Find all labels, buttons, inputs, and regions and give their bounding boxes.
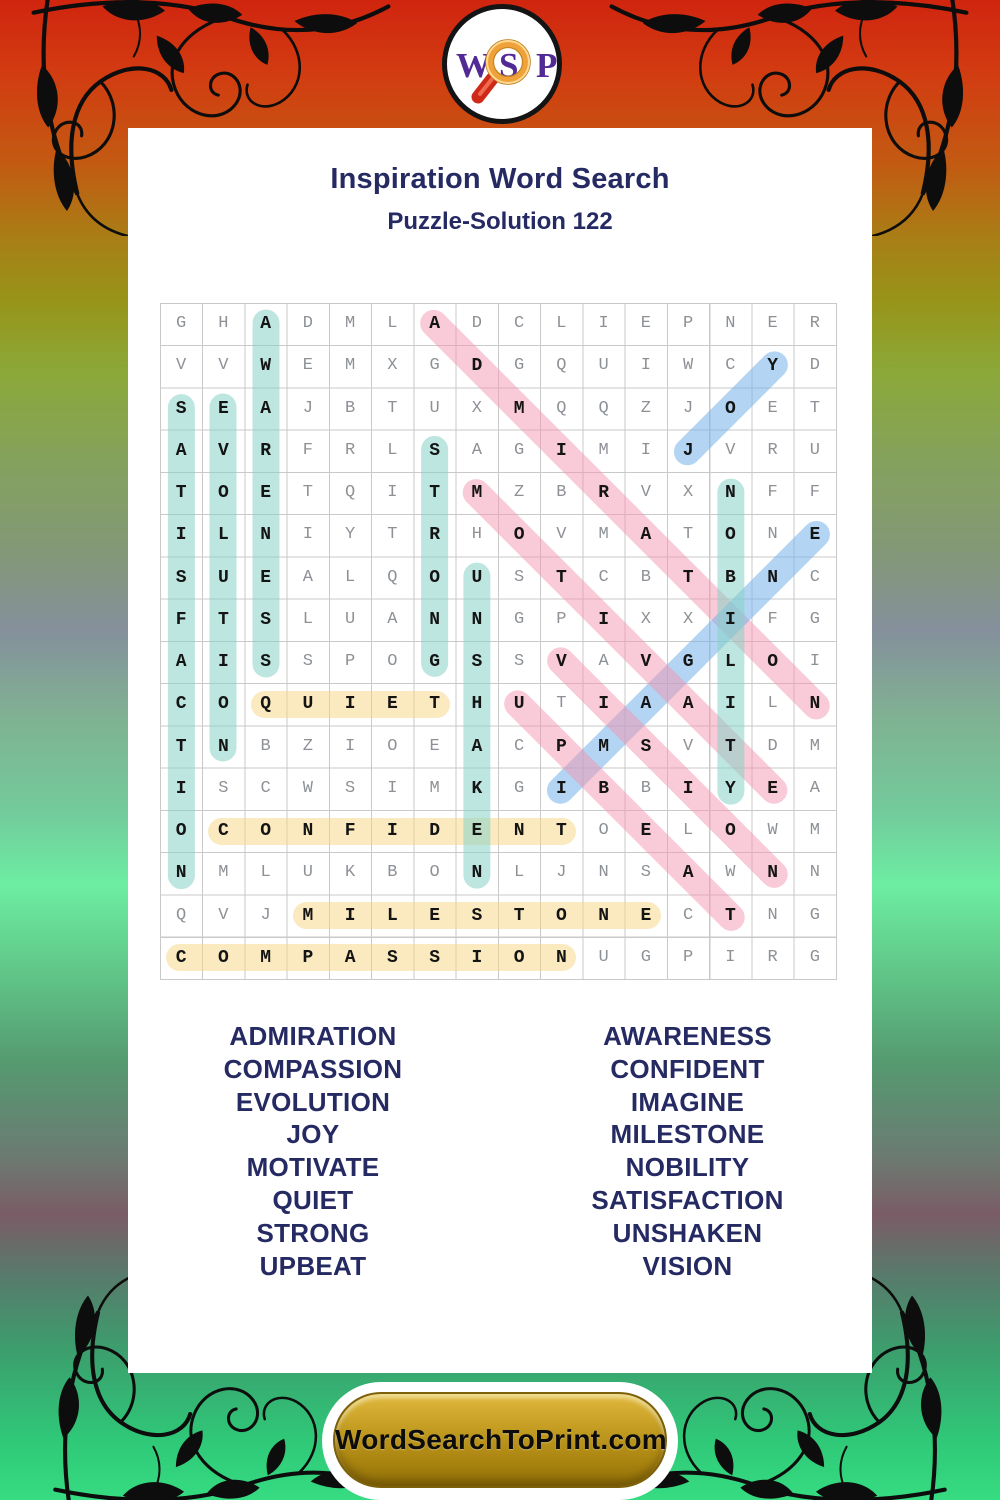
grid-cell: E bbox=[302, 356, 313, 376]
grid-cell: E bbox=[386, 694, 398, 715]
grid-cell: U bbox=[471, 567, 483, 588]
grid-cell: I bbox=[387, 778, 398, 798]
grid-cell: D bbox=[471, 314, 482, 333]
website-button[interactable] bbox=[333, 1392, 667, 1488]
grid-cell: U bbox=[598, 356, 609, 376]
grid-cell: I bbox=[175, 525, 187, 546]
grid-cell: L bbox=[387, 440, 398, 460]
puzzle-title: Inspiration Word Search bbox=[330, 163, 670, 195]
grid-cell: M bbox=[302, 905, 314, 926]
grid-cell: I bbox=[555, 440, 567, 461]
grid-cell: P bbox=[555, 736, 567, 757]
grid-cell: M bbox=[345, 356, 356, 376]
grid-cell: Q bbox=[556, 398, 567, 418]
word-list-item: EVOLUTION bbox=[235, 1086, 391, 1117]
puzzle-subtitle: Puzzle-Solution 122 bbox=[387, 208, 613, 235]
grid-cell: A bbox=[175, 440, 187, 461]
grid-cell: A bbox=[302, 567, 313, 587]
grid-cell: G bbox=[429, 652, 441, 672]
grid-cell: O bbox=[217, 947, 229, 968]
grid-cell: F bbox=[767, 609, 778, 629]
grid-cell: D bbox=[471, 356, 483, 377]
grid-cell: I bbox=[555, 778, 567, 799]
word-list-item: MILESTONE bbox=[610, 1119, 765, 1150]
grid-cell: E bbox=[217, 398, 229, 419]
grid-cell: N bbox=[598, 863, 609, 883]
wsp-logo bbox=[442, 4, 562, 124]
grid-cell: L bbox=[556, 314, 567, 333]
grid-cell: T bbox=[809, 398, 820, 418]
grid-cell: O bbox=[724, 821, 736, 841]
grid-cell: S bbox=[640, 736, 652, 757]
word-list-item: ADMIRATION bbox=[229, 1021, 397, 1051]
grid-cell: I bbox=[344, 694, 356, 715]
grid-cell: W bbox=[302, 778, 313, 798]
grid-cell: C bbox=[514, 314, 525, 333]
word-list-item: IMAGINE bbox=[630, 1086, 745, 1117]
grid-cell: S bbox=[386, 947, 398, 968]
word-list-item: STRONG bbox=[256, 1217, 370, 1248]
grid-cell: G bbox=[809, 905, 820, 925]
grid-cell: B bbox=[598, 778, 610, 799]
grid-cell: F bbox=[809, 483, 820, 502]
logo-letter-p: P bbox=[536, 46, 558, 85]
grid-cell: C bbox=[175, 694, 187, 715]
grid-cell: M bbox=[809, 821, 820, 840]
grid-cell: J bbox=[682, 440, 694, 461]
grid-cell: S bbox=[175, 398, 187, 419]
grid-cell: I bbox=[725, 947, 736, 967]
grid-cell: O bbox=[724, 398, 736, 419]
grid-cell: Q bbox=[556, 356, 567, 376]
grid-cell: B bbox=[724, 567, 736, 588]
grid-cell: L bbox=[514, 863, 525, 883]
word-list-item: VISION bbox=[642, 1250, 733, 1281]
grid-cell: G bbox=[176, 314, 187, 333]
grid-cell: V bbox=[217, 440, 229, 461]
grid-cell: T bbox=[724, 905, 736, 926]
grid-cell: L bbox=[767, 694, 778, 714]
grid-cell: L bbox=[260, 863, 271, 883]
grid-cell: S bbox=[429, 440, 441, 461]
grid-cell: N bbox=[175, 863, 187, 884]
grid-cell: N bbox=[767, 905, 778, 925]
word-list-item: SATISFACTION bbox=[591, 1184, 784, 1215]
grid-cell: K bbox=[471, 778, 483, 799]
grid-cell: M bbox=[429, 778, 440, 798]
grid-cell: D bbox=[809, 356, 820, 376]
grid-cell: R bbox=[809, 314, 820, 333]
grid-cell: A bbox=[471, 440, 482, 460]
grid-cell: K bbox=[345, 863, 356, 883]
grid-cell: I bbox=[302, 525, 313, 545]
grid-cell: T bbox=[175, 483, 187, 503]
grid-cell: P bbox=[302, 947, 314, 968]
grid-cell: J bbox=[556, 863, 567, 883]
grid-cell: D bbox=[429, 821, 441, 841]
grid-cell: P bbox=[556, 609, 567, 629]
grid-cell: I bbox=[640, 440, 651, 460]
grid-cell: H bbox=[218, 314, 229, 333]
grid-cell: E bbox=[767, 314, 778, 333]
grid-cell: M bbox=[598, 736, 610, 757]
grid-cell: W bbox=[260, 356, 272, 377]
grid-cell: S bbox=[640, 863, 651, 883]
grid-cell: H bbox=[471, 525, 482, 545]
logo-letter-s: S bbox=[499, 46, 519, 85]
grid-cell: V bbox=[555, 652, 567, 672]
grid-cell: D bbox=[302, 314, 313, 333]
logo-letter-w: W bbox=[456, 46, 491, 85]
grid-cell: S bbox=[260, 609, 272, 630]
grid-cell: L bbox=[683, 821, 694, 840]
grid-cell: U bbox=[217, 567, 229, 588]
grid-cell: M bbox=[598, 440, 609, 460]
grid-cell: S bbox=[471, 652, 483, 672]
grid-cell: E bbox=[429, 905, 441, 926]
grid-cell: C bbox=[514, 736, 525, 756]
grid-cell: E bbox=[260, 483, 272, 503]
grid-cell: I bbox=[217, 652, 229, 672]
grid-cell: O bbox=[260, 821, 272, 841]
grid-cell: O bbox=[387, 652, 398, 671]
grid-cell: P bbox=[683, 947, 694, 967]
grid-cell: N bbox=[767, 525, 778, 545]
grid-cell: O bbox=[513, 525, 525, 546]
grid-letters-layer bbox=[160, 303, 837, 980]
grid-cell: V bbox=[218, 905, 229, 925]
grid-cell: I bbox=[387, 483, 398, 502]
grid-cell: C bbox=[683, 905, 694, 925]
grid-cell: I bbox=[471, 947, 483, 968]
grid-cell: V bbox=[176, 356, 187, 376]
word-list-item: NOBILITY bbox=[625, 1152, 750, 1183]
grid-cell: T bbox=[302, 483, 313, 502]
grid-cell: U bbox=[598, 947, 609, 967]
grid-cell: G bbox=[514, 609, 525, 629]
grid-cell: I bbox=[682, 778, 694, 799]
grid-cell: N bbox=[302, 821, 314, 841]
grid-cell: Z bbox=[302, 736, 313, 756]
grid-cell: G bbox=[640, 947, 651, 967]
grid-cell: Y bbox=[724, 778, 736, 799]
grid-cell: C bbox=[725, 356, 736, 376]
grid-cell: N bbox=[429, 609, 441, 630]
grid-cell: B bbox=[345, 398, 356, 418]
grid-cell: C bbox=[217, 821, 229, 841]
grid-cell: W bbox=[683, 356, 694, 376]
grid-cell: Q bbox=[176, 905, 187, 925]
grid-cell: Y bbox=[345, 525, 356, 545]
website-button-label: WordSearchToPrint.com bbox=[335, 1424, 667, 1455]
grid-cell: L bbox=[217, 525, 229, 546]
grid-cell: Q bbox=[260, 694, 272, 715]
grid-cell: B bbox=[387, 863, 398, 883]
grid-cell: S bbox=[260, 652, 272, 672]
grid-cell: N bbox=[724, 483, 736, 503]
grid-cell: X bbox=[471, 398, 482, 418]
grid-cell: F bbox=[302, 440, 313, 460]
website-button-outline bbox=[322, 1382, 678, 1500]
grid-cell: F bbox=[344, 821, 356, 841]
grid-cell: D bbox=[767, 736, 778, 756]
grid-cell: Y bbox=[767, 356, 779, 377]
grid-cell: L bbox=[386, 905, 398, 926]
word-list-item: UPBEAT bbox=[259, 1250, 367, 1281]
grid-cell: U bbox=[302, 694, 314, 715]
word-list-right bbox=[540, 1020, 835, 1282]
grid-cell: B bbox=[260, 736, 271, 756]
grid-cell: R bbox=[767, 947, 778, 967]
grid-cell: S bbox=[218, 778, 229, 798]
grid-cell: A bbox=[344, 947, 356, 968]
grid-cell: O bbox=[724, 525, 736, 546]
grid-cell: V bbox=[218, 356, 229, 376]
word-list-item: UNSHAKEN bbox=[612, 1217, 763, 1248]
grid-cell: O bbox=[513, 947, 525, 968]
grid-cell: F bbox=[767, 483, 778, 502]
grid-cell: S bbox=[345, 778, 356, 798]
grid-cell: N bbox=[471, 609, 483, 630]
grid-cell: O bbox=[429, 567, 441, 588]
grid-cell: G bbox=[514, 440, 525, 460]
grid-cell: Z bbox=[640, 398, 651, 418]
grid-cell: C bbox=[809, 567, 820, 587]
grid-cell: G bbox=[682, 652, 694, 672]
grid-cell: X bbox=[683, 483, 694, 502]
magnifying-glass-icon bbox=[447, 9, 567, 129]
grid-cell: O bbox=[767, 652, 779, 672]
word-list-item: QUIET bbox=[272, 1184, 354, 1215]
grid-cell: T bbox=[724, 736, 736, 757]
grid-cell: I bbox=[175, 778, 187, 799]
grid-cell: S bbox=[429, 947, 441, 968]
grid-cell: P bbox=[345, 652, 356, 671]
grid-cell: C bbox=[598, 567, 609, 587]
grid-cell: N bbox=[555, 947, 567, 968]
grid-cell: V bbox=[640, 483, 651, 502]
grid-cell: I bbox=[344, 905, 356, 926]
grid-cell: N bbox=[809, 863, 820, 883]
grid-cell: A bbox=[640, 694, 652, 715]
grid-cell: A bbox=[640, 525, 652, 546]
grid-cell: V bbox=[725, 440, 736, 460]
word-list-left bbox=[168, 1020, 458, 1282]
grid-cell: N bbox=[513, 821, 525, 841]
grid-cell: S bbox=[514, 652, 525, 671]
grid-cell: T bbox=[429, 483, 441, 503]
grid-cell: M bbox=[471, 483, 483, 503]
grid-cell: U bbox=[809, 440, 820, 460]
grid-cell: N bbox=[260, 525, 272, 546]
grid-cell: G bbox=[514, 356, 525, 376]
grid-cell: E bbox=[640, 821, 652, 841]
grid-cell: N bbox=[725, 314, 736, 333]
grid-cell: M bbox=[218, 863, 229, 883]
grid-cell: A bbox=[260, 398, 272, 419]
grid-cell: I bbox=[345, 736, 356, 756]
grid-cell: I bbox=[809, 652, 820, 671]
grid-cell: J bbox=[683, 398, 694, 418]
word-list-item: CONFIDENT bbox=[610, 1053, 765, 1084]
grid-cell: T bbox=[555, 567, 567, 588]
grid-cell: I bbox=[386, 821, 398, 841]
grid-cell: Q bbox=[345, 483, 356, 502]
grid-cell: U bbox=[513, 694, 525, 715]
grid-cell: M bbox=[513, 398, 525, 419]
grid-cell: V bbox=[556, 525, 567, 545]
grid-cell: O bbox=[429, 863, 440, 883]
word-list-item: JOY bbox=[286, 1119, 340, 1150]
grid-cell: E bbox=[429, 736, 440, 756]
grid-cell: R bbox=[429, 525, 441, 546]
grid-cell: O bbox=[175, 821, 187, 841]
grid-cell: N bbox=[809, 694, 821, 715]
grid-cell: G bbox=[809, 609, 820, 629]
word-list-item: COMPASSION bbox=[223, 1053, 403, 1084]
grid-cell: A bbox=[387, 609, 398, 629]
grid-cell: A bbox=[429, 314, 441, 334]
grid-cell: I bbox=[598, 694, 610, 715]
grid-cell: R bbox=[767, 440, 778, 460]
grid-cell: R bbox=[598, 483, 610, 503]
grid-cell: A bbox=[471, 736, 483, 757]
grid-cell: G bbox=[809, 947, 820, 967]
grid-cell: B bbox=[556, 483, 567, 502]
grid-cell: T bbox=[175, 736, 187, 757]
grid-cell: N bbox=[217, 736, 229, 757]
grid-cell: E bbox=[640, 905, 652, 926]
grid-cell: S bbox=[471, 905, 483, 926]
grid-cell: T bbox=[555, 821, 567, 841]
grid-cell: B bbox=[640, 567, 651, 587]
grid-cell: E bbox=[260, 567, 272, 588]
grid-cell: T bbox=[217, 609, 229, 630]
grid-cell: A bbox=[598, 652, 609, 671]
grid-cell: Z bbox=[514, 483, 525, 502]
grid-cell: E bbox=[471, 821, 483, 841]
grid-cell: I bbox=[724, 609, 736, 630]
grid-cell: M bbox=[598, 525, 609, 545]
grid-cell: N bbox=[767, 567, 779, 588]
grid-cell: I bbox=[640, 356, 651, 376]
grid-cell: A bbox=[682, 863, 694, 884]
grid-cell: I bbox=[598, 314, 609, 333]
grid-cell: A bbox=[682, 694, 694, 715]
grid-cell: E bbox=[640, 314, 651, 333]
grid-cell: P bbox=[683, 314, 694, 333]
grid-cell: H bbox=[471, 694, 483, 715]
grid-cell: U bbox=[345, 609, 356, 629]
grid-cell: M bbox=[809, 736, 820, 756]
grid-cell: W bbox=[767, 821, 778, 840]
grid-cell: O bbox=[217, 483, 229, 503]
grid-cell: L bbox=[345, 567, 356, 587]
grid-cell: L bbox=[387, 314, 398, 333]
grid-cell: I bbox=[598, 609, 610, 630]
grid-cell: T bbox=[683, 525, 694, 545]
grid-cell: O bbox=[387, 736, 398, 756]
letter-grid bbox=[160, 303, 837, 980]
grid-cell: M bbox=[345, 314, 356, 333]
grid-cell: V bbox=[683, 736, 694, 756]
grid-cell: L bbox=[302, 609, 313, 629]
grid-cell: X bbox=[683, 609, 694, 629]
grid-cell: I bbox=[724, 694, 736, 715]
grid-cell: R bbox=[260, 440, 272, 461]
grid-cell: J bbox=[260, 905, 271, 925]
grid-cell: Q bbox=[598, 398, 609, 418]
grid-cell: T bbox=[682, 567, 694, 588]
grid-cell: F bbox=[175, 609, 187, 630]
grid-cell: E bbox=[767, 778, 779, 799]
grid-cell: S bbox=[175, 567, 187, 588]
grid-cell: B bbox=[640, 778, 651, 798]
grid-cell: N bbox=[598, 905, 610, 926]
grid-cell: J bbox=[302, 398, 313, 418]
grid-cell: E bbox=[767, 398, 778, 418]
grid-cell: U bbox=[429, 398, 440, 418]
grid-cell: R bbox=[345, 440, 356, 460]
grid-cell: O bbox=[555, 905, 567, 926]
grid-cell: T bbox=[429, 694, 441, 715]
grid-cell: X bbox=[640, 609, 651, 629]
grid-cell: T bbox=[387, 398, 398, 418]
grid-cell: T bbox=[556, 694, 567, 714]
grid-cell: O bbox=[598, 821, 609, 840]
grid-cell: A bbox=[175, 652, 187, 672]
grid-cell: N bbox=[767, 863, 779, 884]
grid-cell: X bbox=[387, 356, 398, 376]
grid-cell: Q bbox=[387, 567, 398, 587]
grid-cell: E bbox=[809, 525, 821, 546]
grid-cell: W bbox=[725, 863, 736, 883]
grid-cell: S bbox=[302, 652, 313, 671]
grid-cell: A bbox=[260, 314, 272, 334]
grid-cell: V bbox=[640, 652, 652, 672]
grid-cell: A bbox=[809, 778, 820, 798]
grid-cell: T bbox=[387, 525, 398, 545]
grid-cell: L bbox=[724, 652, 736, 672]
word-list-item: AWARENESS bbox=[603, 1021, 772, 1051]
grid-cell: M bbox=[260, 947, 272, 968]
grid-cell: U bbox=[302, 863, 313, 883]
grid-cell: C bbox=[260, 778, 271, 798]
grid-cell: G bbox=[514, 778, 525, 798]
word-list-item: MOTIVATE bbox=[246, 1152, 380, 1183]
grid-cell: C bbox=[175, 947, 187, 968]
grid-cell: N bbox=[471, 863, 483, 884]
grid-cell: G bbox=[429, 356, 440, 376]
grid-cell: S bbox=[514, 567, 525, 587]
grid-cell: T bbox=[513, 905, 525, 926]
grid-cell: O bbox=[217, 694, 229, 715]
